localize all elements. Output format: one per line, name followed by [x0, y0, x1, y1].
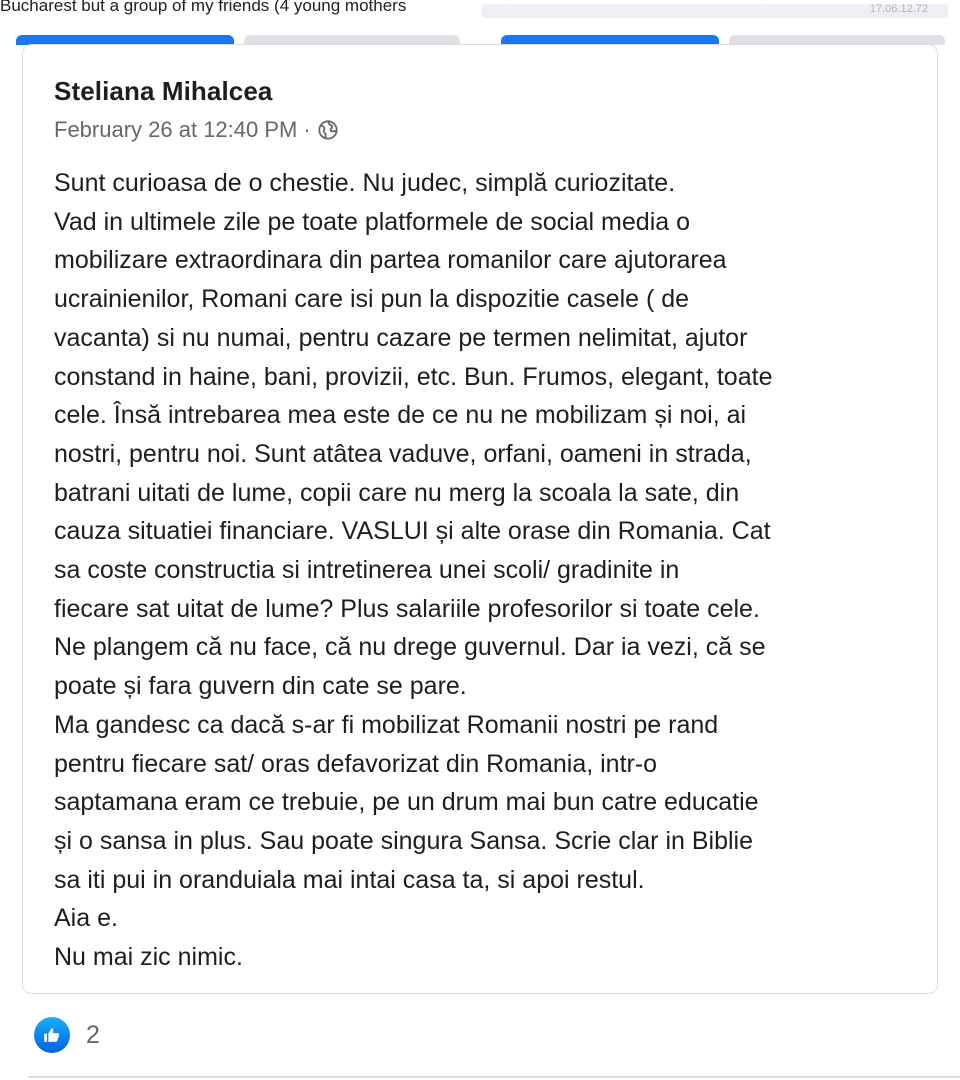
- post-text-line: Ne plangem că nu face, că nu drege guvernul. Dar ia vezi, că se: [54, 633, 766, 662]
- post-text-line: sa coste constructia si intretinerea unei scoli/ gradinite in: [54, 556, 680, 585]
- post-text-line: poate și fara guvern din cate se pare.: [54, 672, 467, 701]
- globe-icon: [317, 119, 339, 141]
- post-text-line: și o sansa in plus. Sau poate singura Sansa. Scrie clar in Biblie: [54, 826, 753, 855]
- like-count[interactable]: 2: [86, 1020, 100, 1049]
- post-text-line: Aia e.: [54, 904, 118, 933]
- post-text-line: pentru fiecare sat/ oras defavorizat din Romania, intr-o: [54, 749, 658, 778]
- previous-post-right-snippet: [482, 4, 948, 18]
- previous-post-snippet: Bucharest but a group of my friends (4 young mothers: [0, 0, 407, 15]
- meta-separator: ·: [303, 117, 311, 142]
- post-text-line: saptamana eram ce trebuie, pe un drum mai bun catre educatie: [54, 788, 759, 817]
- post-text-line: ucrainienilor, Romani care isi pun la dispozitie casele ( de: [54, 285, 690, 314]
- post-text-line: constand in haine, bani, provizii, etc. Bun. Frumos, elegant, toate: [54, 362, 773, 391]
- post-author[interactable]: Steliana Mihalcea: [54, 76, 273, 106]
- post-text-line: fiecare sat uitat de lume? Plus salariile profesorilor si toate cele.: [54, 594, 760, 623]
- blurred-date: 17.06.12.72: [869, 3, 928, 15]
- post-text-line: sa iti pui in oranduiala mai intai casa ta, si apoi restul.: [54, 865, 645, 894]
- post-text-line: batrani uitati de lume, copii care nu merg la scoala la sate, din: [54, 478, 740, 507]
- post-meta: [54, 117, 339, 143]
- like-icon[interactable]: [34, 1017, 70, 1053]
- post-text-line: cauza situatiei financiare. VASLUI și alte orase din Romania. Cat: [54, 517, 771, 546]
- post-text-line: Nu mai zic nimic.: [54, 943, 243, 972]
- post-body: [54, 164, 924, 977]
- post-text-line: Sunt curioasa de o chestie. Nu judec, simplă curiozitate.: [54, 169, 676, 197]
- post-text-line: Ma gandesc ca dacă s-ar fi mobilizat Romanii nostri pe rand: [54, 710, 719, 739]
- post-timestamp[interactable]: February 26 at 12:40 PM: [54, 117, 298, 142]
- bottom-divider: [28, 1076, 960, 1078]
- post-text-line: nostri, pentru noi. Sunt atâtea vaduve, orfani, oameni in strada,: [54, 439, 752, 468]
- post-text-line: Vad in ultimele zile pe toate platformele de social media o: [54, 207, 690, 236]
- post-text-line: vacanta) si nu numai, pentru cazare pe termen nelimitat, ajutor: [54, 323, 748, 352]
- post-text-line: mobilizare extraordinara din partea romanilor care ajutorarea: [54, 246, 727, 275]
- reactions-row[interactable]: [34, 1017, 100, 1053]
- post-text-line: cele. Însă intrebarea mea este de ce nu ne mobilizam și noi, ai: [54, 401, 747, 430]
